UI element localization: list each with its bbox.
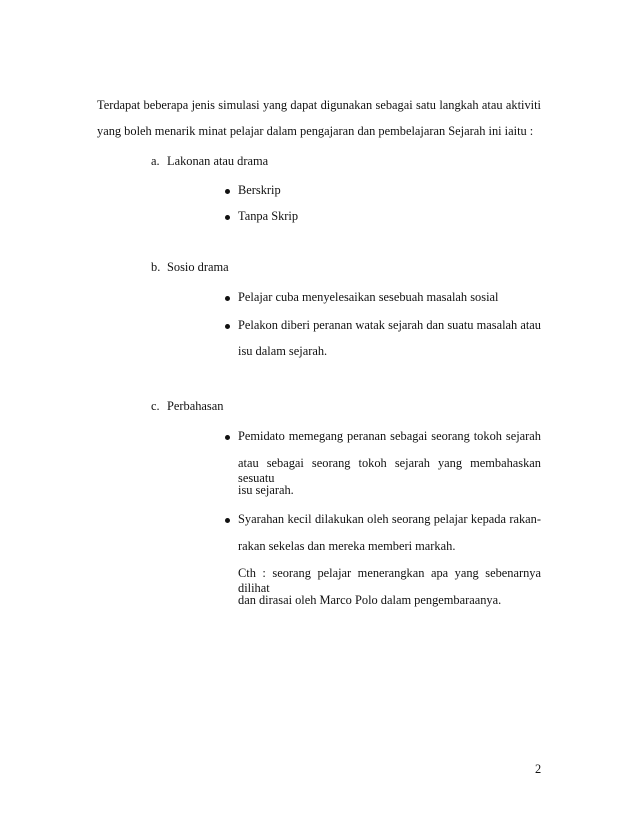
bullet-icon [225,189,230,194]
section-c-bullet-2-line-2: rakan sekelas dan mereka memberi markah. [238,539,456,553]
section-c-note-line-1: Cth : seorang pelajar menerangkan apa yang sebenarnya dilihat [238,566,541,595]
section-b-bullet-2-line-1: Pelakon diberi peranan watak sejarah dan suatu masalah atau [238,318,541,332]
section-c-bullet-1-line-3: isu sejarah. [238,483,294,497]
intro-line-1: Terdapat beberapa jenis simulasi yang dapat digunakan sebagai satu langkah atau aktiviti [97,98,541,112]
section-a-bullet-1: Berskrip [238,183,281,197]
bullet-icon [225,296,230,301]
section-c-marker: c. [151,399,160,413]
section-c-note-line-2: dan dirasai oleh Marco Polo dalam pengembaraanya. [238,593,502,607]
section-c-title: Perbahasan [167,399,224,413]
section-b-title: Sosio drama [167,260,229,274]
bullet-icon [225,215,230,220]
section-c-bullet-1-line-1: Pemidato memegang peranan sebagai seorang tokoh sejarah [238,429,541,443]
page-number: 2 [535,762,542,776]
section-b-bullet-1: Pelajar cuba menyelesaikan sesebuah masalah sosial [238,290,499,304]
bullet-icon [225,518,230,523]
bullet-icon [225,324,230,329]
section-a-marker: a. [151,154,160,168]
section-a-bullet-2: Tanpa Skrip [238,209,299,223]
section-a-title: Lakonan atau drama [167,154,269,168]
section-b-marker: b. [151,260,161,274]
section-c-bullet-2-line-1: Syarahan kecil dilakukan oleh seorang pelajar kepada rakan- [238,512,541,526]
intro-line-2: yang boleh menarik minat pelajar dalam pengajaran dan pembelajaran Sejarah ini iaitu : [97,124,534,138]
section-c-bullet-1-line-2: atau sebagai seorang tokoh sejarah yang membahaskan sesuatu [238,456,541,485]
section-b-bullet-2-line-2: isu dalam sejarah. [238,344,328,358]
bullet-icon [225,435,230,440]
